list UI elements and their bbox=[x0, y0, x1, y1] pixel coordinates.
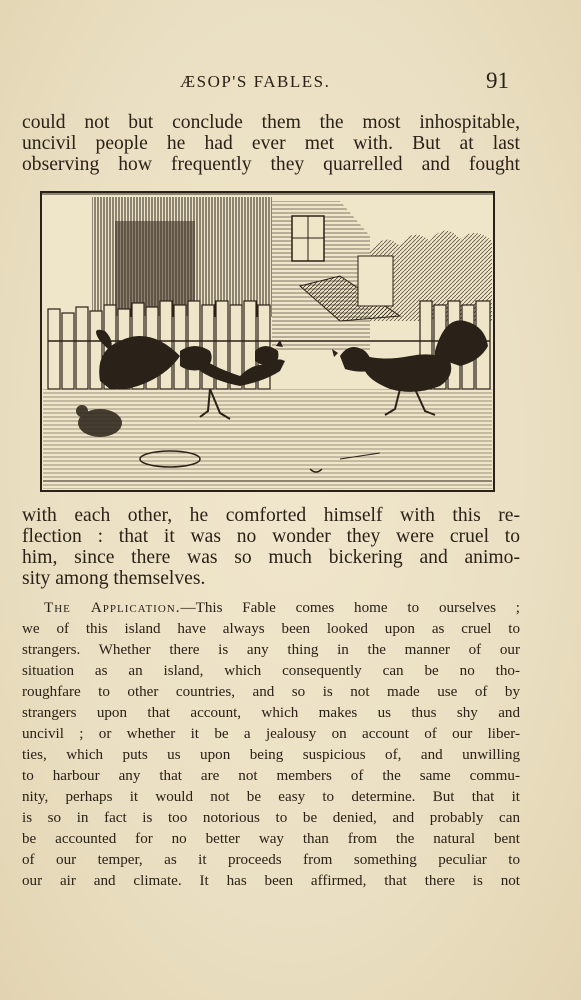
text-line: be accounted for no better way than from the natural bent bbox=[22, 831, 520, 847]
fighting-cocks-illustration bbox=[40, 191, 495, 492]
text-line: him, since there was so much bickering and animo- bbox=[22, 547, 520, 568]
text-line: is so in fact is too notorious to be denied, and probably can bbox=[22, 810, 520, 826]
text-line: nity, perhaps it would not be easy to determine. But that it bbox=[22, 789, 520, 805]
text-line: strangers. Whether there is any thing in the manner of our bbox=[22, 642, 520, 658]
text-line bbox=[22, 598, 520, 619]
text-line: roughfare to other countries, and so is not made use of by bbox=[22, 684, 520, 700]
text-line: sity among themselves. bbox=[22, 568, 206, 589]
paragraph-top bbox=[22, 112, 520, 175]
text-line: flection : that it was no wonder they were cruel to bbox=[22, 526, 520, 547]
text-line: with each other, he comforted himself with this re- bbox=[22, 505, 520, 526]
text-line: uncivil ; or whether it be a jealousy on account of our liber- bbox=[22, 726, 520, 742]
running-head-title: ÆSOP'S FABLES. bbox=[180, 72, 331, 91]
application-first-line: —This Fable comes home to ourselves ; bbox=[180, 600, 520, 616]
text-line: to harbour any that are not members of the same commu- bbox=[22, 768, 520, 784]
text-line: our air and climate. It has been affirmed, that there is not bbox=[22, 873, 520, 889]
text-line: strangers upon that account, which makes us thus shy and bbox=[22, 705, 520, 721]
text-line: situation as an island, which consequently can be no tho- bbox=[22, 663, 520, 679]
text-line: observing how frequently they quarrelled and fought bbox=[22, 154, 520, 175]
text-line: ties, which puts us upon being suspicious of, and unwilling bbox=[22, 747, 520, 763]
paragraph-bottom bbox=[22, 505, 520, 589]
text-line: uncivil people he had ever met with. But at last bbox=[22, 133, 520, 154]
application-paragraph bbox=[22, 598, 520, 892]
text-line: could not but conclude them the most inhospitable, bbox=[22, 112, 520, 133]
running-head bbox=[0, 70, 581, 100]
text-line: of our temper, as it proceeds from something peculiar to bbox=[22, 852, 520, 868]
application-heading: The Application. bbox=[44, 600, 181, 616]
page-number: 91 bbox=[486, 68, 509, 93]
text-line: we of this island have always been looked upon as cruel to bbox=[22, 621, 520, 637]
